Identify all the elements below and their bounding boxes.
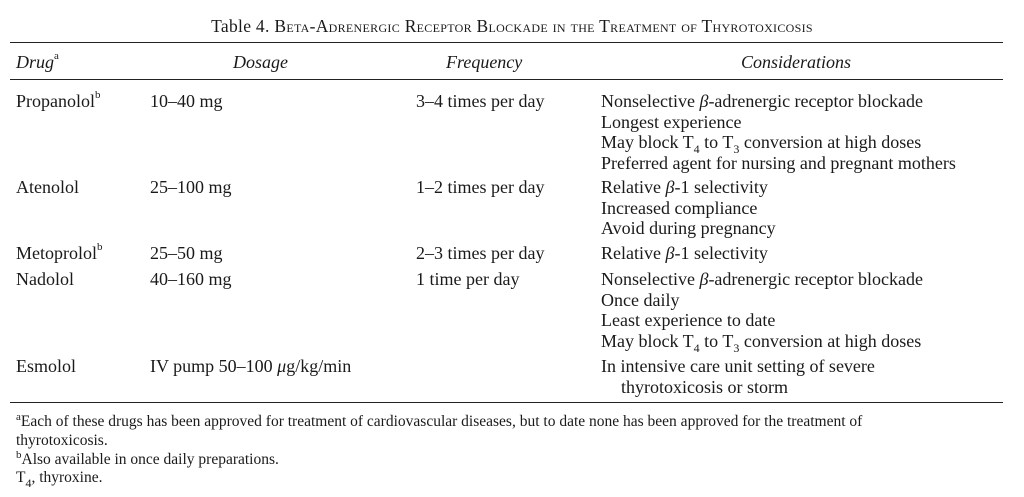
table-title	[0, 16, 1024, 37]
footnote-a-text: Each of these drugs has been approved for treatment of cardiovascular diseases, but to date none has been approved for the treatment of	[20, 413, 863, 430]
header-frequency: Frequency	[446, 52, 523, 72]
row-drug	[16, 177, 79, 198]
consideration-line: Relative β-1 selectivity	[601, 177, 768, 197]
consideration-line: May block $T_4$ to $T_3$ conversion at high doses	[601, 132, 922, 156]
row-dosage: 10–40 mg	[150, 91, 223, 111]
table-title-text: Beta-Adrenergic Receptor Blockade in the Treatment of Thyrotoxicosis	[274, 16, 813, 36]
footnote-b	[16, 451, 1006, 470]
row-frequency: 1–2 times per day	[416, 177, 545, 197]
row-considerations	[601, 269, 923, 355]
consideration-line: May block $T_4$ to $T_3$ conversion at high doses	[601, 330, 922, 355]
footnote-a	[16, 413, 1006, 450]
consideration-line: thyrotoxicosis or storm	[621, 376, 788, 397]
row-drug	[16, 91, 101, 112]
header-dosage: Dosage	[233, 52, 288, 72]
row-frequency: 2–3 times per day	[416, 243, 545, 263]
row-dosage: IV pump 50–100 μg/kg/min	[150, 356, 352, 376]
drug-footnote-mark: b	[97, 241, 103, 253]
drug-name: Metoprolol	[16, 243, 97, 263]
footnote-a-mark: a	[16, 411, 21, 423]
drug-name: Esmolol	[16, 356, 77, 376]
footnote-t4: $T_4$, thyroxine.	[16, 469, 103, 490]
consideration-line: Longest experience	[601, 111, 742, 132]
row-considerations	[601, 243, 768, 264]
consideration-line: Avoid during pregnancy	[601, 218, 776, 238]
footnote-b-mark: b	[16, 449, 22, 461]
table-number: Table 4.	[211, 16, 270, 36]
row-considerations	[601, 356, 875, 397]
consideration-line: Nonselective β-adrenergic receptor blockade	[601, 269, 923, 289]
consideration-line: Increased compliance	[601, 197, 758, 218]
row-considerations	[601, 177, 776, 239]
drug-footnote-mark: b	[95, 89, 101, 101]
drug-name: Nadolol	[16, 269, 74, 289]
header-drug	[16, 52, 59, 73]
consideration-line: Least experience to date	[601, 310, 776, 330]
row-drug	[16, 356, 76, 377]
row-dosage: 40–160 mg	[150, 269, 232, 289]
header-considerations: Considerations	[741, 52, 852, 72]
row-dosage: 25–50 mg	[150, 243, 223, 263]
header-drug-label: Drug	[16, 52, 55, 72]
consideration-line: Preferred agent for nursing and pregnant mothers	[601, 152, 956, 173]
footnote-a-text-cont: thyrotoxicosis.	[16, 431, 108, 449]
bottom-rule	[10, 402, 1003, 403]
row-considerations	[601, 91, 956, 173]
header-rule	[10, 79, 1003, 80]
top-rule	[10, 42, 1003, 43]
consideration-line: Once daily	[601, 289, 680, 310]
consideration-line: Relative β-1 selectivity	[601, 243, 768, 263]
row-frequency: 3–4 times per day	[416, 91, 545, 111]
drug-name: Propanolol	[16, 91, 95, 111]
row-dosage: 25–100 mg	[150, 177, 232, 197]
row-frequency: 1 time per day	[416, 269, 520, 289]
drug-name: Atenolol	[16, 177, 79, 197]
row-drug	[16, 243, 103, 264]
consideration-line: In intensive care unit setting of severe	[601, 356, 875, 376]
header-drug-footnote-mark: a	[54, 50, 59, 62]
row-drug	[16, 269, 74, 290]
footnote-b-text: Also available in once daily preparations.	[21, 451, 279, 468]
consideration-line: Nonselective β-adrenergic receptor blockade	[601, 91, 923, 111]
